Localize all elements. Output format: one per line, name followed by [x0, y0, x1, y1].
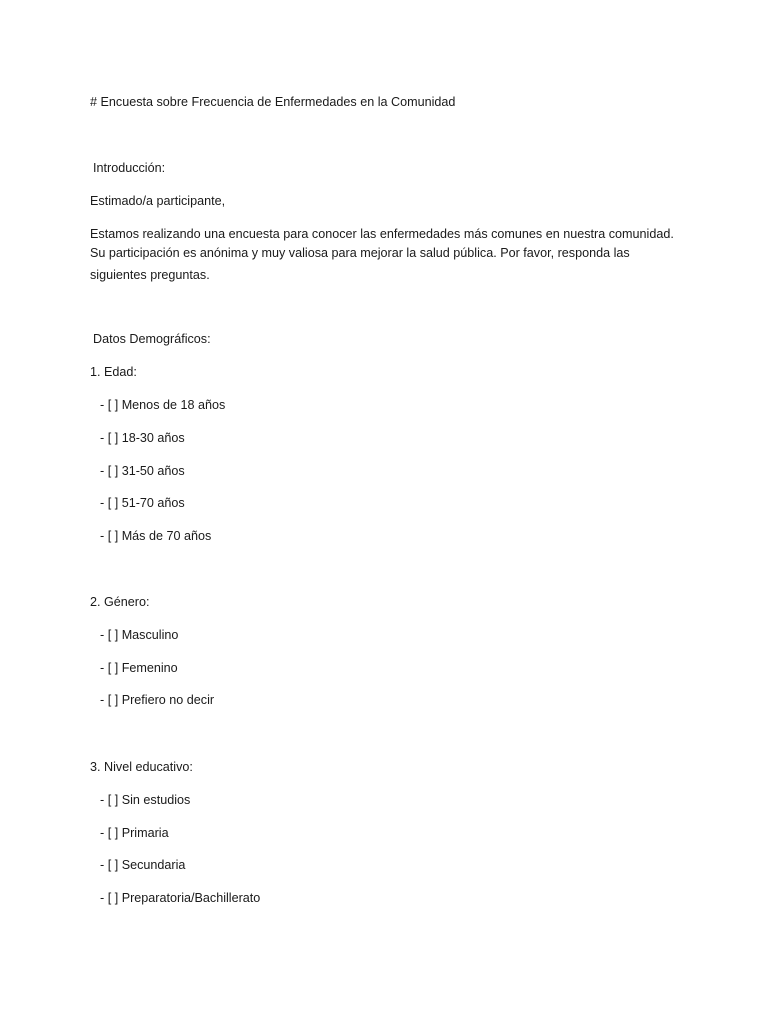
option-education-secondary: - [ ] Secundaria — [100, 858, 186, 872]
intro-heading: Introducción: — [93, 161, 166, 175]
option-age-18-30: - [ ] 18-30 años — [100, 431, 185, 445]
option-age-51-70: - [ ] 51-70 años — [100, 496, 185, 510]
option-education-none: - [ ] Sin estudios — [100, 793, 191, 807]
option-age-over-70: - [ ] Más de 70 años — [100, 529, 212, 543]
document-title: # Encuesta sobre Frecuencia de Enfermedades en la Comunidad — [90, 95, 456, 109]
option-education-high-school: - [ ] Preparatoria/Bachillerato — [100, 891, 261, 905]
question-label-gender: 2. Género: — [90, 595, 150, 609]
question-label-age: 1. Edad: — [90, 365, 137, 379]
greeting: Estimado/a participante, — [90, 194, 226, 208]
intro-paragraph-line: siguientes preguntas. — [90, 268, 210, 282]
option-gender-prefer-not: - [ ] Prefiero no decir — [100, 693, 215, 707]
demographics-heading: Datos Demográficos: — [93, 332, 211, 346]
option-age-under-18: - [ ] Menos de 18 años — [100, 398, 226, 412]
question-label-education: 3. Nivel educativo: — [90, 760, 193, 774]
option-education-primary: - [ ] Primaria — [100, 826, 169, 840]
option-age-31-50: - [ ] 31-50 años — [100, 464, 185, 478]
intro-paragraph-line: Su participación es anónima y muy valiosa para mejorar la salud pública. Por favor, responda las — [90, 246, 630, 260]
intro-paragraph-line: Estamos realizando una encuesta para conocer las enfermedades más comunes en nuestra comunidad. — [90, 227, 674, 241]
option-gender-female: - [ ] Femenino — [100, 661, 178, 675]
option-gender-male: - [ ] Masculino — [100, 628, 179, 642]
